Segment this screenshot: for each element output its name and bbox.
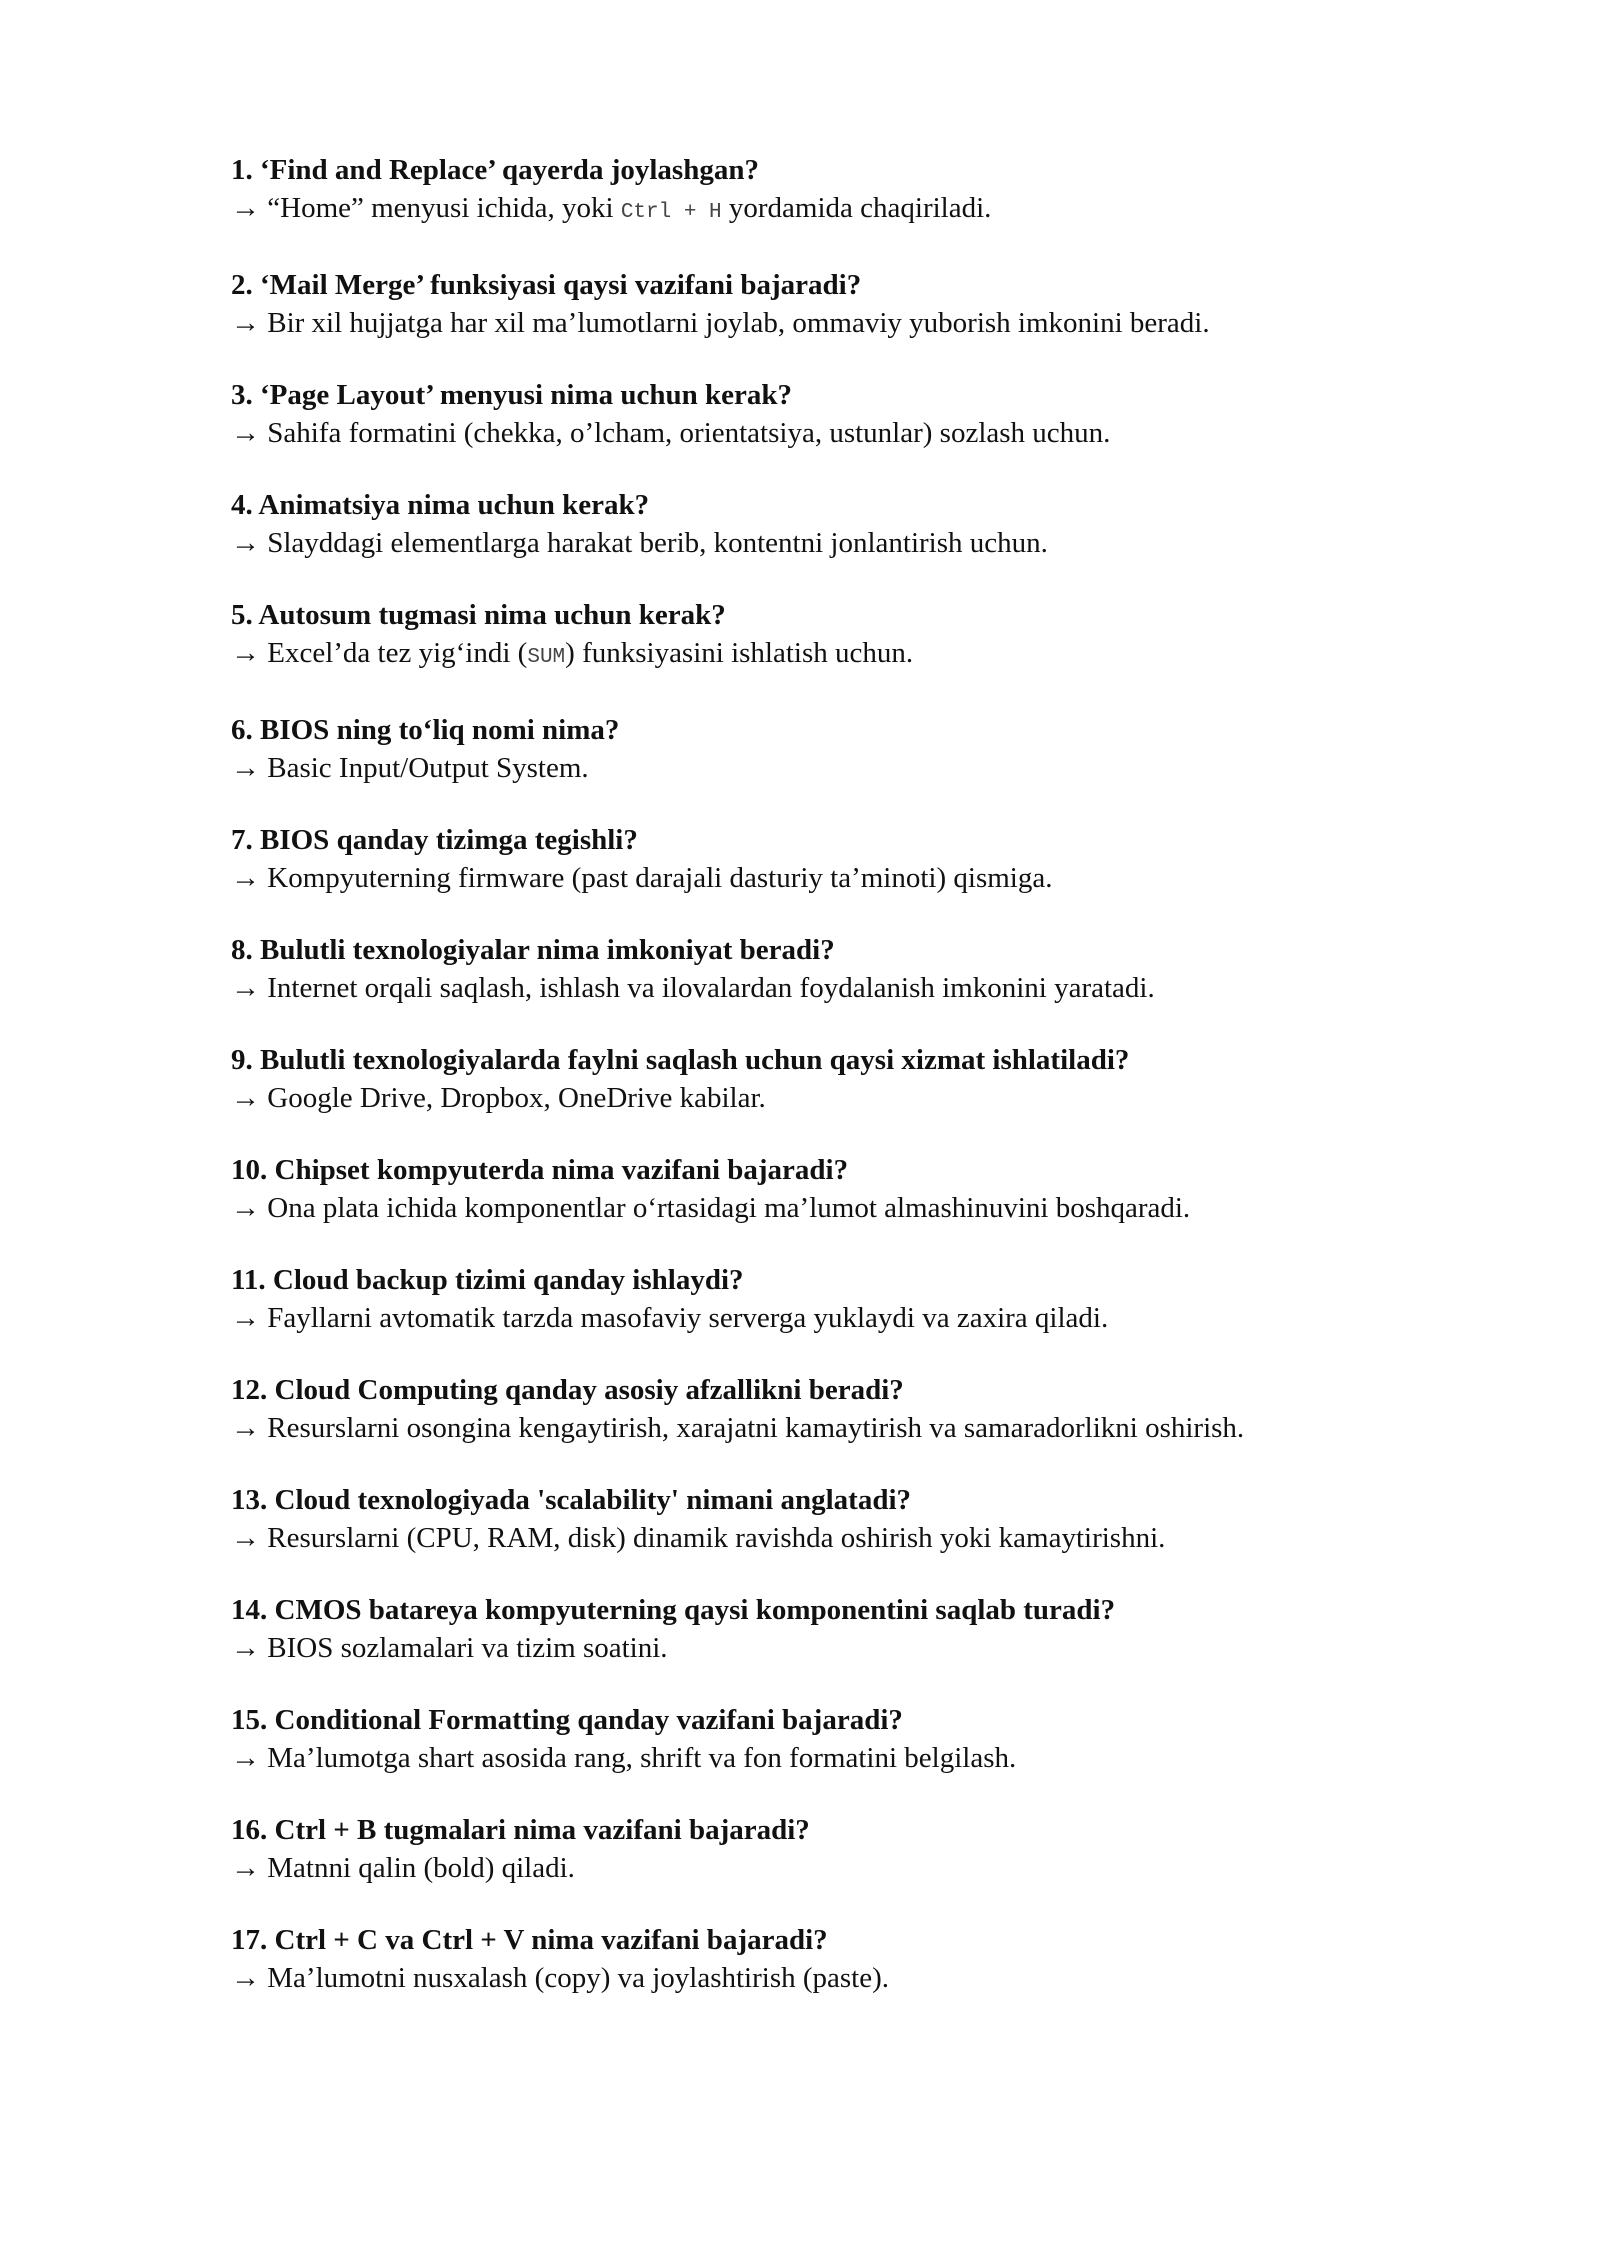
question: 7. BIOS qanday tizimga tegishli? [231,824,638,856]
question: 15. Conditional Formatting qanday vazifani bajaradi? [231,1704,903,1736]
question: 3. ‘Page Layout’ menyusi nima uchun kerak? [231,379,792,411]
answer-text-end: ) funksiyasini ishlatish uchun. [565,637,914,669]
qa-item [231,1591,1471,1667]
qa-item [231,596,1471,677]
answer: → Fayllarni avtomatik tarzda masofaviy serverga yuklaydi va zaxira qiladi. [231,1302,1109,1334]
qa-item [231,1921,1471,1997]
answer: → Slayddagi elementlarga harakat berib, kontentni jonlantirish uchun. [231,527,1048,559]
answer [231,189,1471,232]
document-page [231,151,1471,2031]
qa-item [231,376,1471,452]
question: 8. Bulutli texnologiyalar nima imkoniyat beradi? [231,934,835,966]
question: 1. ‘Find and Replace’ qayerda joylashgan? [231,154,759,186]
answer: → BIOS sozlamalari va tizim soatini. [231,1632,668,1664]
question: 2. ‘Mail Merge’ funksiyasi qaysi vazifani bajaradi? [231,269,862,301]
question: 9. Bulutli texnologiyalarda faylni saqlash uchun qaysi xizmat ishlatiladi? [231,1044,1130,1076]
qa-item [231,266,1471,342]
answer: → Internet orqali saqlash, ishlash va ilovalardan foydalanish imkonini yaratadi. [231,972,1155,1004]
qa-item [231,1151,1471,1227]
qa-item [231,1261,1471,1337]
answer: → Bir xil hujjatga har xil ma’lumotlarni joylab, ommaviy yuborish imkonini beradi. [231,307,1210,339]
answer: → Resurslarni osongina kengaytirish, xarajatni kamaytirish va samaradorlikni oshirish. [231,1412,1245,1444]
question: 5. Autosum tugmasi nima uchun kerak? [231,599,726,631]
qa-item [231,1371,1471,1447]
answer: → Resurslarni (CPU, RAM, disk) dinamik ravishda oshirish yoki kamaytirishni. [231,1522,1166,1554]
answer: → Sahifa formatini (chekka, o’lcham, orientatsiya, ustunlar) sozlash uchun. [231,417,1111,449]
qa-item [231,1481,1471,1557]
answer: → Kompyuterning firmware (past darajali dasturiy ta’minoti) qismiga. [231,862,1053,894]
qa-item [231,711,1471,787]
answer-text: → “Home” menyusi ichida, yoki [231,192,621,224]
answer: → Matnni qalin (bold) qiladi. [231,1852,575,1884]
question: 14. CMOS batareya kompyuterning qaysi komponentini saqlab turadi? [231,1594,1116,1626]
qa-item [231,931,1471,1007]
qa-item [231,151,1471,232]
qa-item [231,821,1471,897]
question: 10. Chipset kompyuterda nima vazifani bajaradi? [231,1154,849,1186]
answer-text: → Excel’da tez yig‘indi ( [231,637,528,669]
answer: → Google Drive, Dropbox, OneDrive kabilar. [231,1082,766,1114]
answer-text-end: yordamida chaqiriladi. [721,192,992,224]
answer: → Ma’lumotga shart asosida rang, shrift va fon formatini belgilash. [231,1742,1017,1774]
qa-item [231,1041,1471,1117]
question: 4. Animatsiya nima uchun kerak? [231,489,650,521]
question: 16. Ctrl + B tugmalari nima vazifani bajaradi? [231,1814,810,1846]
answer: → Ona plata ichida komponentlar o‘rtasidagi ma’lumot almashinuvini boshqaradi. [231,1192,1191,1224]
question: 6. BIOS ning to‘liq nomi nima? [231,714,620,746]
question: 17. Ctrl + C va Ctrl + V nima vazifani bajaradi? [231,1924,828,1956]
question: 13. Cloud texnologiyada 'scalability' nimani anglatadi? [231,1484,911,1516]
answer [231,634,1471,677]
answer: → Ma’lumotni nusxalash (copy) va joylashtirish (paste). [231,1962,890,1994]
question: 11. Cloud backup tizimi qanday ishlaydi? [231,1264,744,1296]
question: 12. Cloud Computing qanday asosiy afzallikni beradi? [231,1374,904,1406]
shortcut-code: Ctrl + H [620,201,722,224]
qa-item [231,1701,1471,1777]
answer: → Basic Input/Output System. [231,752,589,784]
qa-item [231,486,1471,562]
qa-item [231,1811,1471,1887]
function-code: SUM [527,646,566,669]
